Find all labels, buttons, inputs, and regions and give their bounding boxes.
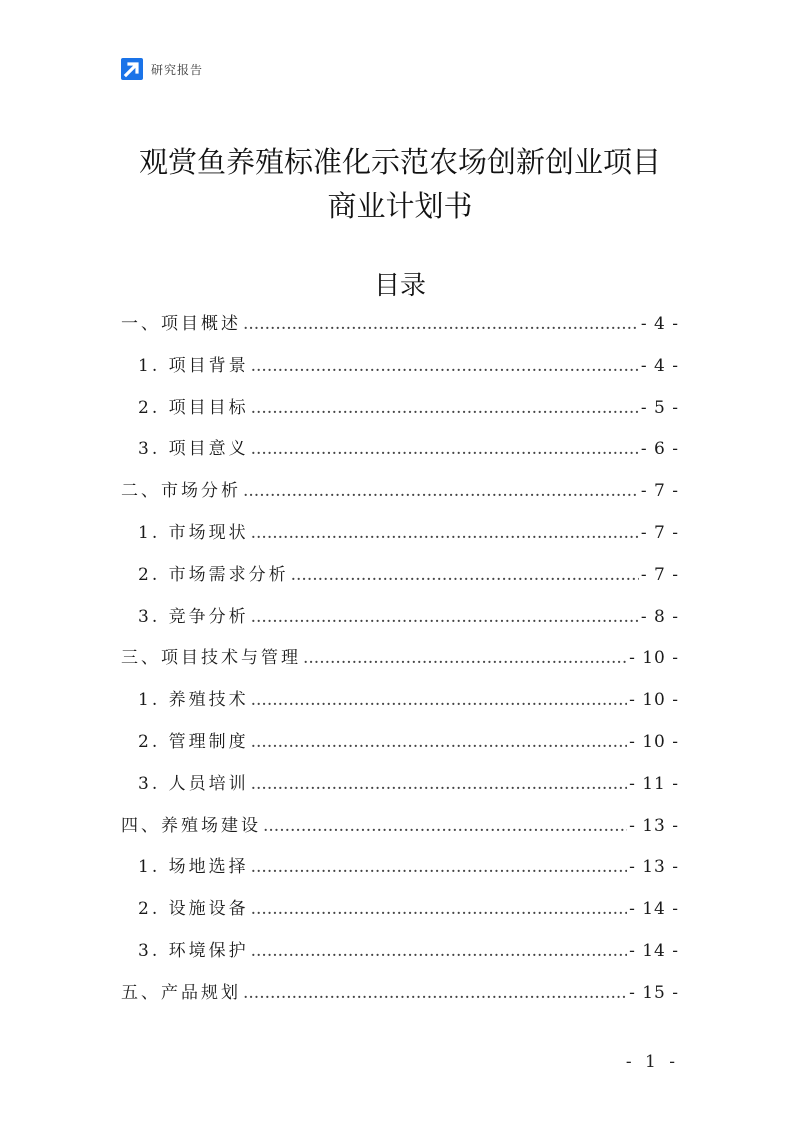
toc-leader-dots <box>251 889 627 931</box>
toc-leader-dots <box>251 513 639 555</box>
toc-entry[interactable] <box>121 889 679 931</box>
toc-entry[interactable] <box>121 471 679 513</box>
toc-entry-page: - 7 - <box>640 564 679 585</box>
toc-entry-label: 2. 管理制度 <box>138 731 249 752</box>
toc-leader-dots <box>251 847 627 889</box>
toc-leader-dots <box>291 555 639 597</box>
toc-entry-label: 三、项目技术与管理 <box>121 648 301 669</box>
toc-entry[interactable] <box>121 429 679 471</box>
toc-entry[interactable] <box>121 597 679 639</box>
toc-entry[interactable] <box>121 638 679 680</box>
toc-entry-label: 2. 市场需求分析 <box>138 564 289 585</box>
toc-entry[interactable] <box>121 346 679 388</box>
toc-entry-page: - 13 - <box>629 857 679 878</box>
toc-entry-page: - 13 - <box>629 815 679 836</box>
title-line-2: 商业计划书 <box>327 189 473 223</box>
toc-leader-dots <box>303 638 627 680</box>
brand-logo-icon <box>121 58 143 80</box>
toc-entry-page: - 10 - <box>629 731 679 752</box>
toc-entry-page: - 4 - <box>640 314 679 334</box>
toc-entry[interactable] <box>121 847 679 889</box>
toc-leader-dots <box>251 597 639 639</box>
toc-entry[interactable] <box>121 764 679 806</box>
report-header <box>121 58 203 80</box>
toc-entry[interactable] <box>121 931 679 973</box>
toc-entry-label: 五、产品规划 <box>121 982 241 1003</box>
toc-entry-label: 3. 环境保护 <box>138 940 249 961</box>
toc-entry-page: - 15 - <box>629 982 679 1003</box>
document-title <box>0 140 800 228</box>
toc-entry-page: - 7 - <box>640 522 679 543</box>
toc-entry[interactable] <box>121 304 679 346</box>
toc-entry-page: - 6 - <box>640 439 679 460</box>
toc-entry[interactable] <box>121 680 679 722</box>
toc-entry-label: 1. 场地选择 <box>138 857 249 878</box>
toc-leader-dots <box>251 764 627 806</box>
toc-entry-label: 二、市场分析 <box>121 481 241 502</box>
toc-entry-label: 一、项目概述 <box>121 314 241 334</box>
toc-entry[interactable] <box>121 973 679 1015</box>
page-number: - 1 - <box>625 1052 679 1072</box>
toc-entry-label: 3. 竞争分析 <box>138 606 249 627</box>
toc-leader-dots <box>251 931 627 973</box>
toc-entry-page: - 14 - <box>629 899 679 920</box>
toc-entry-page: - 4 - <box>640 355 679 376</box>
toc-entry-label: 3. 人员培训 <box>138 773 249 794</box>
toc-entry[interactable] <box>121 388 679 430</box>
title-line-1: 观赏鱼养殖标准化示范农场创新创业项目 <box>138 145 661 179</box>
toc-leader-dots <box>251 388 639 430</box>
toc-leader-dots <box>263 806 627 848</box>
toc-entry-page: - 11 - <box>629 773 679 794</box>
toc-leader-dots <box>251 722 627 764</box>
toc-entry[interactable] <box>121 806 679 848</box>
brand-label: 研究报告 <box>151 62 204 77</box>
toc-leader-dots <box>251 680 627 722</box>
toc-entry-page: - 10 - <box>629 690 679 711</box>
toc-entry-label: 四、养殖场建设 <box>121 815 261 836</box>
toc-entry-page: - 8 - <box>640 606 679 627</box>
toc-leader-dots <box>251 346 639 388</box>
toc-entry-page: - 5 - <box>640 397 679 418</box>
toc-leader-dots <box>251 429 639 471</box>
toc-leader-dots <box>243 304 639 346</box>
toc-entry[interactable] <box>121 555 679 597</box>
toc-entry-label: 1. 市场现状 <box>138 522 249 543</box>
toc-entry-label: 2. 设施设备 <box>138 899 249 920</box>
toc-leader-dots <box>243 471 639 513</box>
toc-entry[interactable] <box>121 513 679 555</box>
toc-heading: 目录 <box>373 271 426 301</box>
toc-leader-dots <box>243 973 627 1015</box>
toc-entry[interactable] <box>121 722 679 764</box>
table-of-contents <box>121 304 679 1015</box>
toc-entry-page: - 7 - <box>640 481 679 502</box>
toc-entry-page: - 14 - <box>629 940 679 961</box>
toc-entry-label: 1. 项目背景 <box>138 355 249 376</box>
toc-entry-label: 2. 项目目标 <box>138 397 249 418</box>
toc-entry-label: 1. 养殖技术 <box>138 690 249 711</box>
toc-entry-label: 3. 项目意义 <box>138 439 249 460</box>
toc-entry-page: - 10 - <box>629 648 679 669</box>
